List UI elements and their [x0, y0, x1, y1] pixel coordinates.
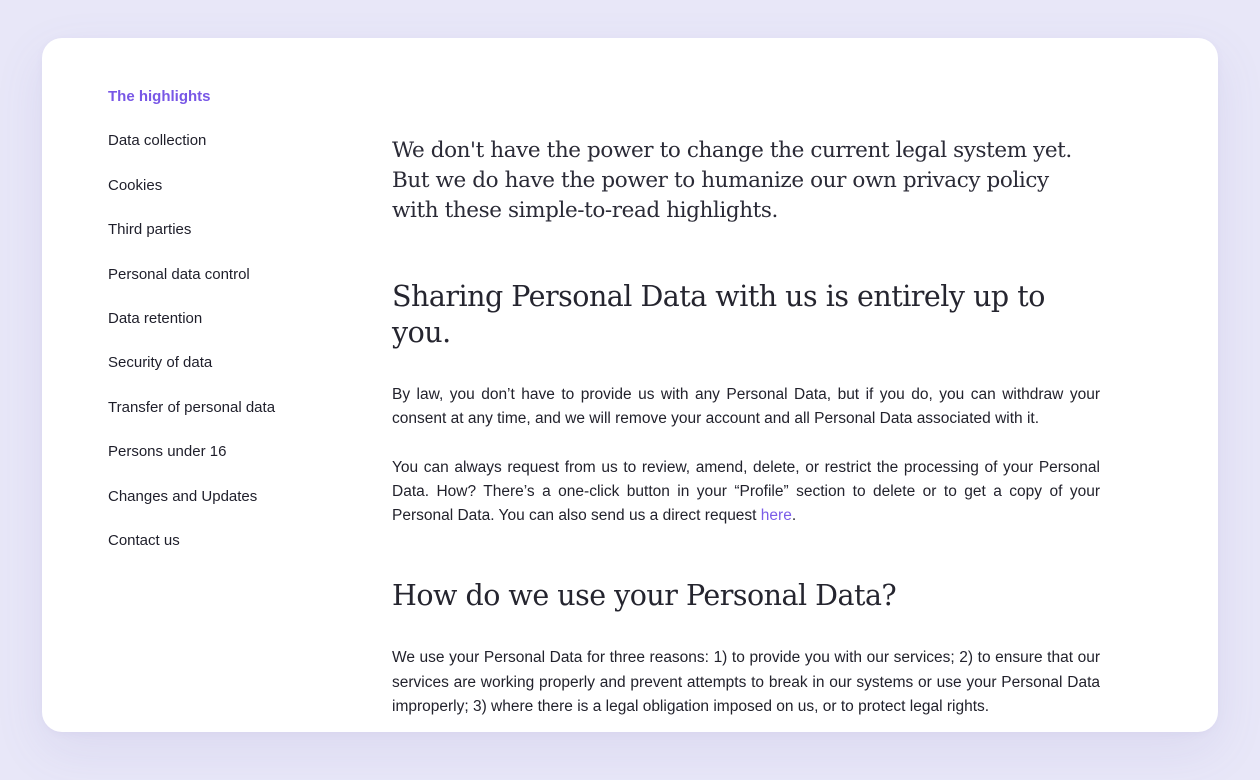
paragraph-request-text: You can always request from us to review, amend, delete, or restrict the processing of your Personal Data. How? There’s a one-click button in your “Profile” section to delete or to get a copy of your Personal Data. You can also send us a direct request	[392, 458, 1100, 525]
sidebar-item-third-parties	[108, 219, 358, 263]
sidebar-nav	[108, 86, 358, 574]
sidebar-item-contact-us	[108, 530, 358, 574]
sidebar-link-contact-us[interactable]: Contact us	[108, 531, 180, 549]
sidebar-item-data-collection	[108, 130, 358, 174]
sidebar-item-persons-under-16	[108, 441, 358, 485]
sidebar-item-data-retention	[108, 308, 358, 352]
sidebar-link-data-collection[interactable]: Data collection	[108, 132, 207, 150]
sidebar-item-transfer-of-personal-data	[108, 397, 358, 441]
intro-text: We don't have the power to change the current legal system yet. But we do have the power to humanize our own privacy policy with these simple-to-read highlights.	[392, 138, 1072, 223]
sidebar-link-security-of-data[interactable]: Security of data	[108, 354, 213, 372]
paragraph-request-end: .	[791, 507, 797, 525]
here-link[interactable]: here	[760, 507, 792, 525]
privacy-policy-card	[42, 38, 1218, 732]
sidebar-item-cookies	[108, 175, 358, 219]
sidebar-link-third-parties[interactable]: Third parties	[108, 221, 192, 239]
section-heading-sharing: Sharing Personal Data with us is entirely up to you.	[392, 280, 1045, 349]
sidebar-link-personal-data-control[interactable]: Personal data control	[108, 265, 250, 283]
sidebar-link-changes-and-updates[interactable]: Changes and Updates	[108, 487, 258, 505]
section-heading-usage: How do we use your Personal Data?	[392, 579, 897, 613]
sidebar-link-the-highlights[interactable]: The highlights	[108, 88, 211, 105]
policy-content	[392, 136, 1100, 719]
sidebar-link-persons-under-16[interactable]: Persons under 16	[108, 443, 227, 461]
paragraph-usage: We use your Personal Data for three reasons: 1) to provide you with our services; 2) to ensure that our services are working properly and prevent attempts to break in our systems or use your Personal Data improperly; 3) where there is a legal obligation imposed on us, or to protect legal rights.	[392, 649, 1100, 716]
sidebar-item-changes-and-updates	[108, 486, 358, 530]
sidebar-item-personal-data-control	[108, 264, 358, 308]
sidebar-link-data-retention[interactable]: Data retention	[108, 309, 203, 327]
sidebar-link-transfer-of-personal-data[interactable]: Transfer of personal data	[108, 398, 276, 416]
sidebar-item-the-highlights	[108, 86, 358, 130]
sidebar-link-cookies[interactable]: Cookies	[108, 176, 163, 194]
paragraph-consent: By law, you don’t have to provide us with any Personal Data, but if you do, you can withdraw your consent at any time, and we will remove your account and all Personal Data associated with it.	[392, 386, 1100, 428]
sidebar-item-security-of-data	[108, 352, 358, 396]
paragraph-request	[392, 456, 1100, 529]
